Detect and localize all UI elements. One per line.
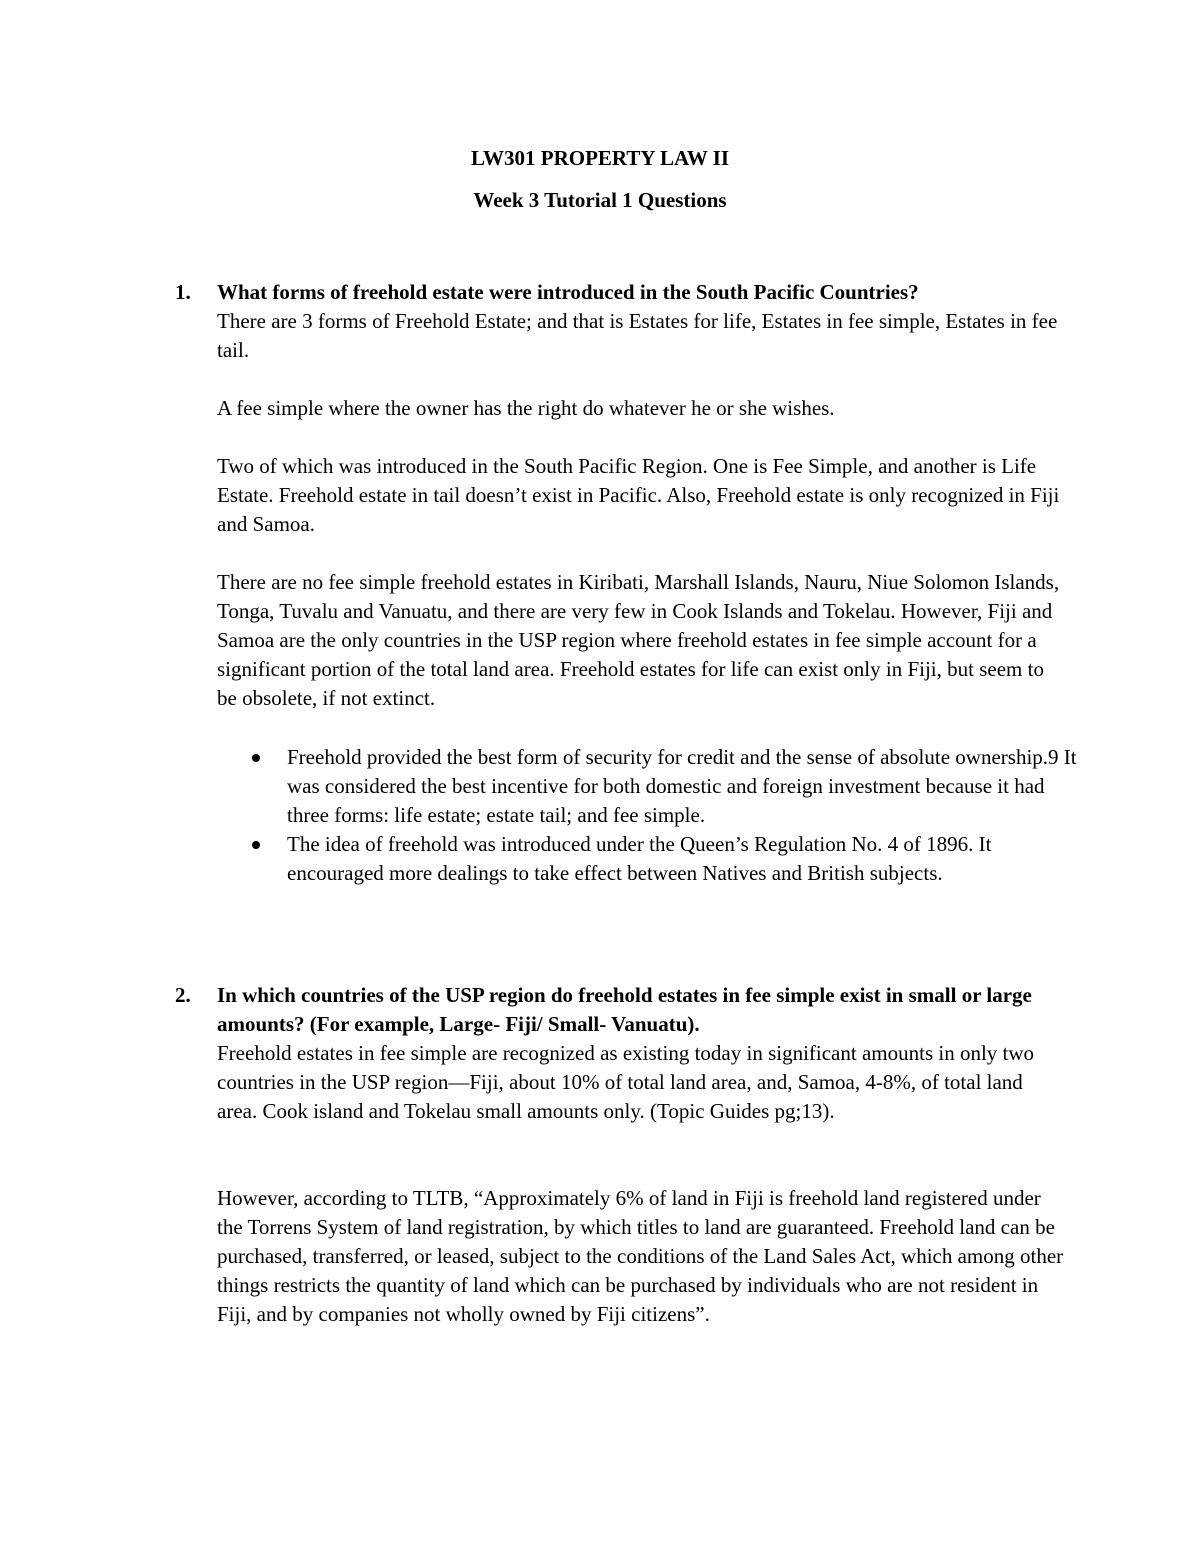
answer-paragraph: However, according to TLTB, “Approximately 6% of land in Fiji is freehold land registered under the Torrens System of land registration, by which titles to land are guaranteed. Freehold land can be purchased, transferred, or leased, subject to the conditions of the Land Sales Act, which among other things restricts the quantity of land which can be purchased by individuals who are not resident in Fiji, and by companies not wholly owned by Fiji citizens”. — [217, 1186, 1064, 1326]
question-number: 2. — [175, 983, 191, 1007]
question-heading: What forms of freehold estate were introduced in the South Pacific Countries? — [217, 280, 919, 304]
bullet-icon — [252, 754, 260, 762]
answer-paragraph: A fee simple where the owner has the right do whatever he or she wishes. — [217, 396, 835, 420]
bullet-icon — [252, 841, 260, 849]
document-subtitle: Week 3 Tutorial 1 Questions — [473, 188, 727, 212]
list-item — [0, 743, 1200, 830]
bullet-text: Freehold provided the best form of security for credit and the sense of absolute ownership.9 It was considered the best incentive for both domestic and foreign investment because it had three forms: life estate; estate tail; and fee simple. — [287, 745, 1077, 827]
bullet-list — [0, 743, 1200, 888]
answer-paragraph: There are no fee simple freehold estates in Kiribati, Marshall Islands, Nauru, Niue Solomon Islands, Tonga, Tuvalu and Vanuatu, and there are very few in Cook Islands and Tokelau. However, Fiji and Samoa are the only countries in the USP region where freehold estates in fee simple account for a significant portion of the total land area. Freehold estates for life can exist only in Fiji, but seem to be obsolete, if not extinct. — [217, 570, 1060, 710]
answer-paragraph: There are 3 forms of Freehold Estate; and that is Estates for life, Estates in fee simple, Estates in fee tail. — [217, 309, 1058, 362]
question-number: 1. — [175, 280, 191, 304]
course-title: LW301 PROPERTY LAW II — [470, 146, 730, 170]
bullet-text: The idea of freehold was introduced under the Queen’s Regulation No. 4 of 1896. It encouraged more dealings to take effect between Natives and British subjects. — [287, 832, 992, 885]
answer-paragraph: Freehold estates in fee simple are recognized as existing today in significant amounts in only two countries in the USP region—Fiji, about 10% of total land area, and, Samoa, 4-8%, of total land area. Cook island and Tokelau small amounts only. (Topic Guides pg;13). — [217, 1041, 1035, 1123]
list-item — [0, 830, 1200, 888]
question-heading: In which countries of the USP region do freehold estates in fee simple exist in small or large amounts? (For example, Large- Fiji/ Small- Vanuatu). — [217, 983, 1032, 1036]
answer-paragraph: Two of which was introduced in the South Pacific Region. One is Fee Simple, and another is Life Estate. Freehold estate in tail doesn’t exist in Pacific. Also, Freehold estate is only recognized in Fiji and Samoa. — [217, 454, 1060, 536]
